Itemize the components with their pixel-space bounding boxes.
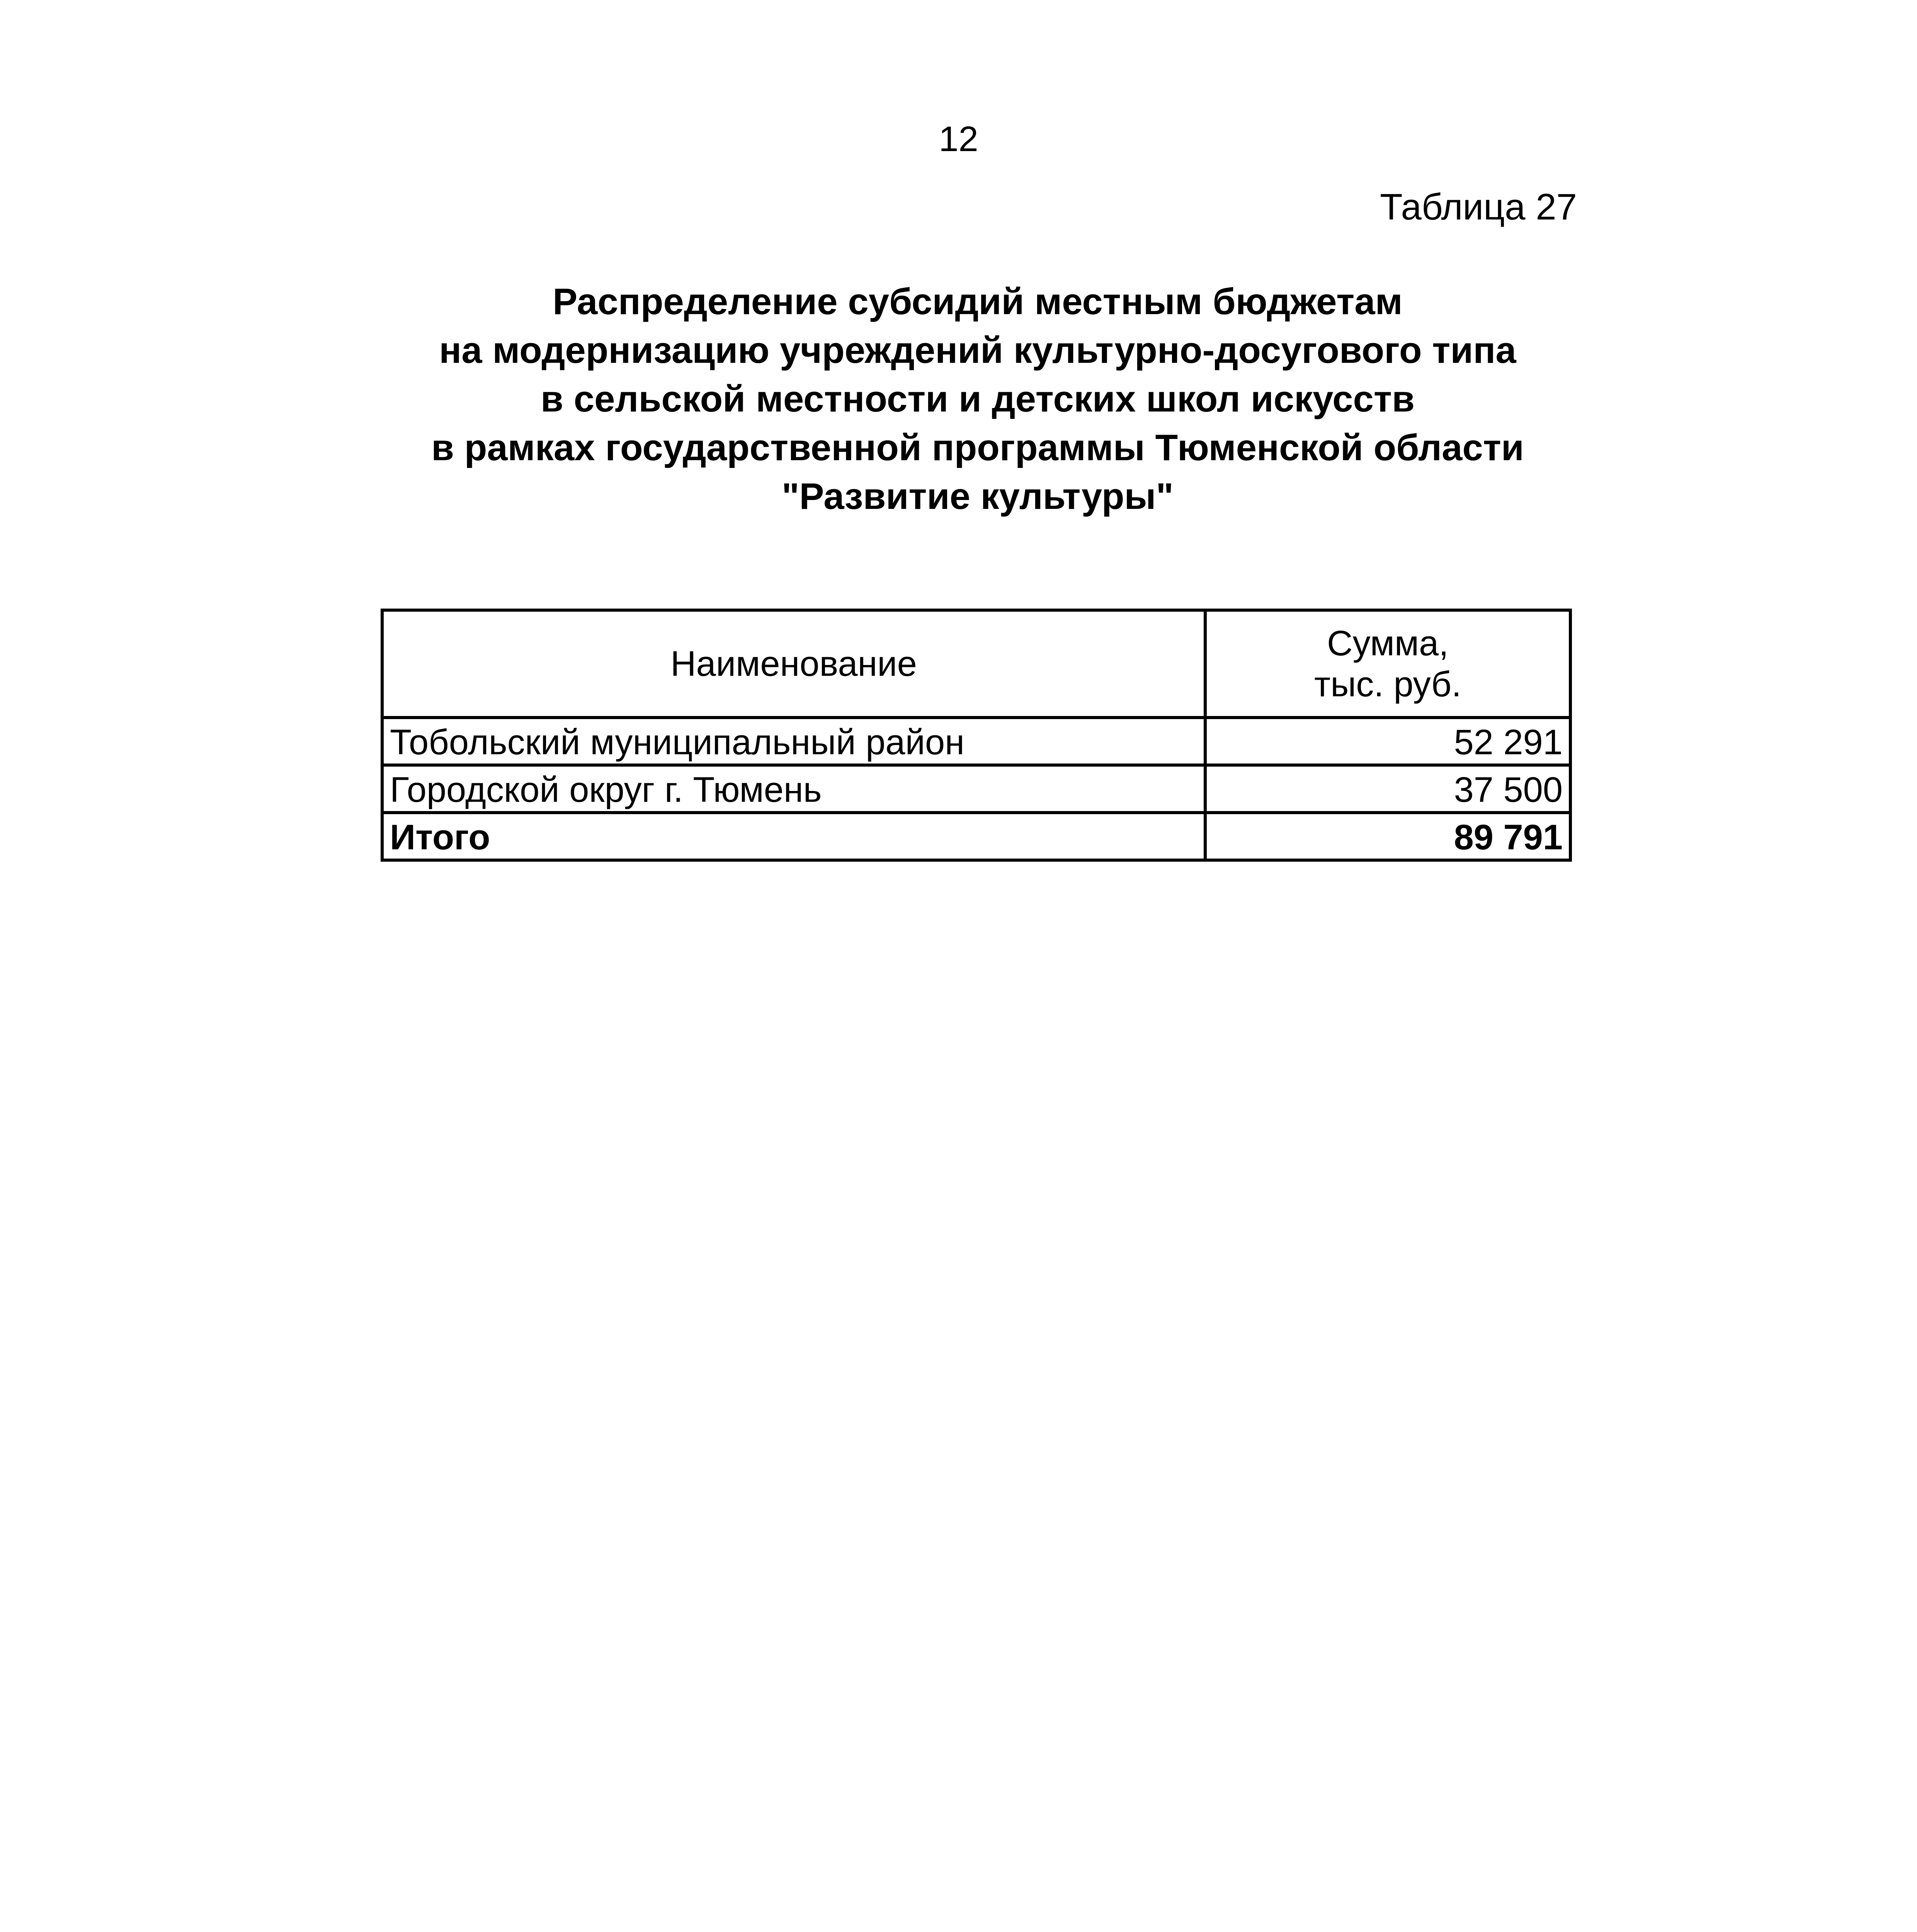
header-sum (1205, 610, 1570, 718)
row-sum: 52 291 (1205, 718, 1570, 765)
header-name: Наименование (382, 610, 1205, 718)
title-line: Распределение субсидий местным бюджетам (553, 281, 1403, 322)
title-line: на модернизацию учреждений культурно-досугового типа (439, 330, 1516, 371)
total-row (382, 813, 1570, 860)
total-sum: 89 791 (1205, 813, 1570, 860)
page-number: 12 (939, 119, 978, 159)
header-sum-line1: Сумма, (1327, 624, 1449, 663)
row-name: Городской округ г. Тюмень (382, 765, 1205, 813)
title-line: "Развитие культуры" (781, 476, 1174, 517)
table-row (382, 765, 1570, 813)
header-sum-line2: тыс. руб. (1314, 665, 1461, 704)
title-line: в сельской местности и детских школ искусств (541, 378, 1415, 420)
title-line: в рамках государственной программы Тюменской области (431, 427, 1524, 468)
total-label: Итого (382, 813, 1205, 860)
document-title (379, 277, 1577, 521)
table-header-row (382, 610, 1570, 718)
table-caption: Таблица 27 (1380, 186, 1577, 228)
row-sum: 37 500 (1205, 765, 1570, 813)
subsidy-table (381, 609, 1572, 862)
table-row (382, 718, 1570, 765)
row-name: Тобольский муниципальный район (382, 718, 1205, 765)
